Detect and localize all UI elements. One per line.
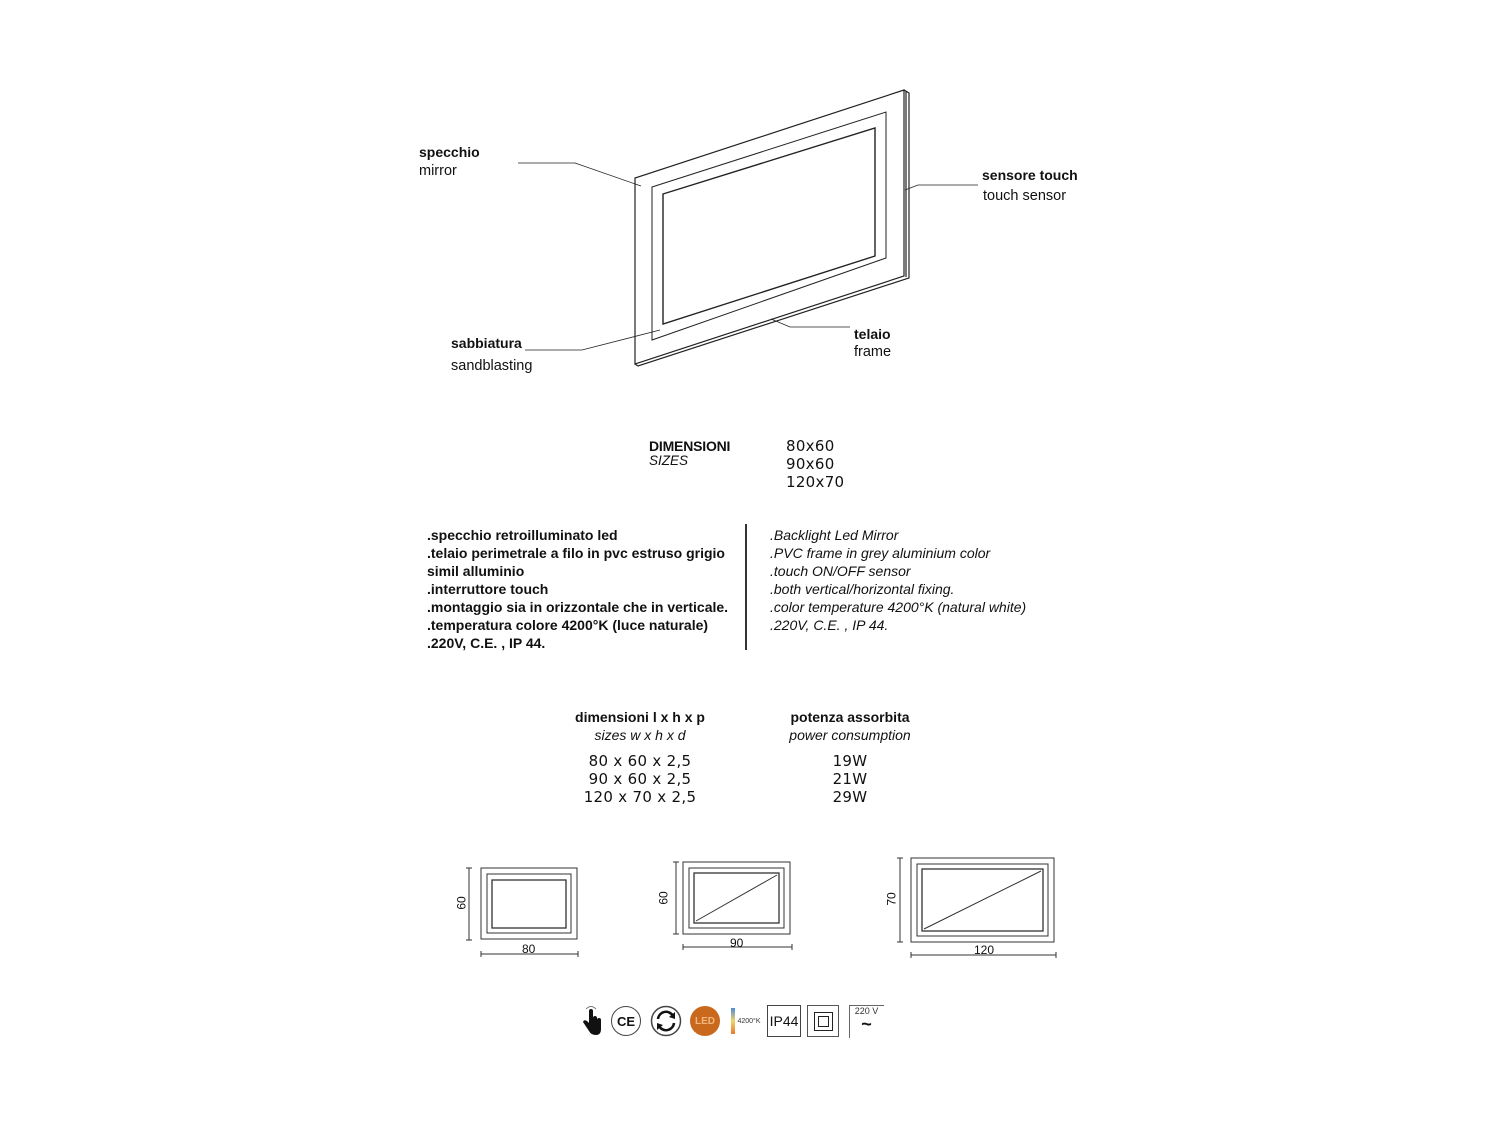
drawing-1-width: 80 [522, 942, 536, 956]
led-text: LED [690, 1006, 720, 1036]
feature-en: .220V, C.E. , IP 44. [770, 617, 889, 633]
ce-mark-icon [610, 1004, 642, 1038]
label-frame-it: telaio [854, 326, 891, 342]
label-sandblasting-it: sabbiatura [451, 335, 522, 351]
color-temperature-text: 4200°K [737, 1017, 761, 1025]
size-value: 80x60 [786, 437, 835, 455]
rotate-orientation-icon [649, 1004, 683, 1038]
feature-it: .specchio retroilluminato led [427, 527, 618, 543]
color-temperature-icon [729, 1004, 763, 1038]
label-mirror-en: mirror [419, 163, 457, 179]
class-2-double-insulation-icon [806, 1004, 840, 1038]
feature-en: .touch ON/OFF sensor [770, 563, 911, 579]
feature-en: .color temperature 4200°K (natural white) [770, 599, 1027, 615]
feature-it: simil alluminio [427, 563, 525, 579]
label-sandblasting-en: sandblasting [451, 358, 533, 374]
alternating-current-symbol: ~ [861, 1013, 872, 1034]
ip44-text: IP44 [767, 1005, 801, 1037]
ip44-icon [767, 1004, 801, 1038]
power-header-it: potenza assorbita [790, 709, 910, 725]
features-english [770, 526, 1026, 634]
label-touch-sensor-it: sensore touch [982, 167, 1078, 183]
feature-it: .montaggio sia in orizzontale che in verticale. [427, 599, 729, 615]
features-italian [427, 526, 728, 652]
label-touch-sensor-en: touch sensor [983, 188, 1067, 204]
dims-header-en: sizes w x h x d [594, 727, 686, 743]
power-header-en: power consumption [789, 727, 911, 743]
dims-value: 120 x 70 x 2,5 [583, 788, 697, 806]
dims-column [540, 708, 740, 806]
power-column [760, 708, 940, 806]
power-value: 19W [832, 752, 868, 770]
feature-en: .PVC frame in grey aluminium color [770, 545, 991, 561]
voltage-text: 220 V [854, 1005, 879, 1016]
sizes-title-en: SIZES [649, 453, 689, 468]
voltage-icon [848, 1004, 884, 1038]
sizes-title-it: DIMENSIONI [649, 438, 731, 454]
drawing-2-width: 90 [730, 936, 744, 950]
touch-hand-icon [580, 1004, 604, 1038]
size-value: 120x70 [786, 473, 845, 491]
drawing-3-width: 120 [974, 943, 995, 957]
feature-en: .both vertical/horizontal fixing. [770, 581, 955, 597]
drawing-3-height: 70 [884, 892, 899, 906]
ce-mark-text: CE [611, 1006, 641, 1036]
label-frame-en: frame [854, 344, 892, 360]
label-mirror-it: specchio [419, 144, 480, 160]
drawing-1-height: 60 [454, 896, 469, 910]
dims-values [540, 752, 740, 806]
feature-it: .interruttore touch [427, 581, 549, 597]
feature-it: .temperatura colore 4200°K (luce naturale) [427, 617, 709, 633]
power-values [760, 752, 940, 806]
drawing-2-height: 60 [656, 891, 671, 905]
feature-it: .220V, C.E. , IP 44. [427, 635, 546, 651]
column-divider [745, 524, 747, 650]
feature-it: .telaio perimetrale a filo in pvc estruso grigio [427, 545, 725, 561]
technical-drawings [0, 850, 1500, 960]
dims-header-it: dimensioni l x h x p [575, 709, 705, 725]
dims-value: 80 x 60 x 2,5 [588, 752, 692, 770]
power-value: 21W [832, 770, 868, 788]
dims-value: 90 x 60 x 2,5 [588, 770, 692, 788]
sizes-list [786, 437, 844, 491]
power-value: 29W [832, 788, 868, 806]
led-icon [689, 1004, 721, 1038]
feature-en: .Backlight Led Mirror [770, 527, 899, 543]
mirror-perspective-drawing [0, 0, 1500, 420]
size-value: 90x60 [786, 455, 835, 473]
